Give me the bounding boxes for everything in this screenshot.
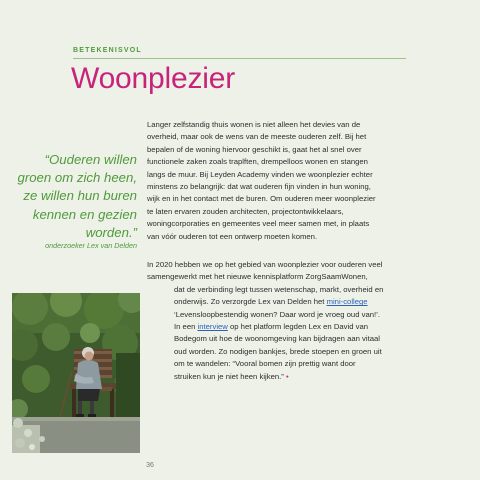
text-line: In 2020 hebben we op het gebied van woonplezier voor ouderen veel <box>147 260 383 269</box>
pull-quote-line: “Ouderen willen <box>44 152 137 167</box>
text-fragment: op het platform legden Lex en David van <box>227 321 369 331</box>
paragraph-1 <box>147 119 376 243</box>
pull-quote-line: worden.” <box>85 224 137 240</box>
text-line <box>147 371 383 383</box>
text-line <box>147 296 383 308</box>
text-line: oud worden. Zo nodigen bankjes, brede stoepen en groen uit <box>174 346 382 356</box>
article-title: Woonplezier <box>71 62 236 95</box>
pull-quote-line: ze willen hun buren <box>23 188 137 204</box>
pull-quote-line: kennen en gezien <box>32 206 137 222</box>
pull-quote-author: onderzoeker Lex van Delden <box>45 241 137 250</box>
text-line: overheid, maar ook de wens van de meeste ouderen zelf. Bij het <box>147 132 367 142</box>
text-line: Langer zelfstandig thuis wonen is niet alleen het devies van de <box>147 120 361 129</box>
section-divider <box>73 58 406 59</box>
mini-college-link[interactable]: mini-college <box>326 297 368 307</box>
text-fragment: struiken kun je niet heen kijken.” <box>174 371 286 381</box>
text-line: samengewerkt met het nieuwe kennisplatform ZorgSaamWonen, <box>147 272 368 282</box>
text-line <box>147 321 383 333</box>
text-line: functionele zaken zoals traplften, drempelloos wonen en stangen <box>147 157 368 167</box>
text-line: bepalen of de woning hiervoor geschikt is, gaat het al snel over <box>147 144 362 154</box>
text-line: minstens zo belangrijk: dat wat ouderen fijn vinden in hun woning, <box>147 181 371 191</box>
text-line: wijk en in het contact met de buren. Om ouderen meer woonplezier <box>147 194 376 204</box>
footer-bar <box>0 456 480 480</box>
text-line: dat de verbinding legt tussen wetenschap, markt, overheid en <box>174 284 384 294</box>
pull-quote-line: groen om zich heen, <box>17 170 137 186</box>
text-line: van vóór ouderen tot een ontwerp moeten komen. <box>147 231 318 241</box>
paragraph-2 <box>147 259 383 383</box>
photo-elderly-woman-on-bench <box>12 293 140 453</box>
section-label: BETEKENISVOL <box>73 47 142 54</box>
text-line: woningcorporaties en gemeentes veel meer samen met, in plaats <box>147 219 370 229</box>
end-mark: • <box>285 371 289 381</box>
text-line: Bodegom uit hoe de woonomgeving kan bijdragen aan vitaal <box>174 334 380 344</box>
text-fragment: onderwijs. Zo verzorgde Lex van Delden het <box>174 297 327 307</box>
text-line: om te wandelen: “Vooral bomen zijn prettig want door <box>174 359 356 369</box>
text-fragment: In een <box>174 321 198 331</box>
pull-quote <box>6 151 137 242</box>
photo-illustration <box>12 293 140 453</box>
page-number: 36 <box>146 462 154 469</box>
text-line: te laten ervaren zouden architecten, projectontwikkelaars, <box>147 206 344 216</box>
text-line: langs de muur. Bij Leyden Academy vinden we woonplezier echter <box>147 169 373 179</box>
interview-link[interactable]: interview <box>197 321 228 331</box>
text-line: ‘Levensloopbestendig wonen? Daar word je vroeg oud van!’. <box>174 309 380 319</box>
